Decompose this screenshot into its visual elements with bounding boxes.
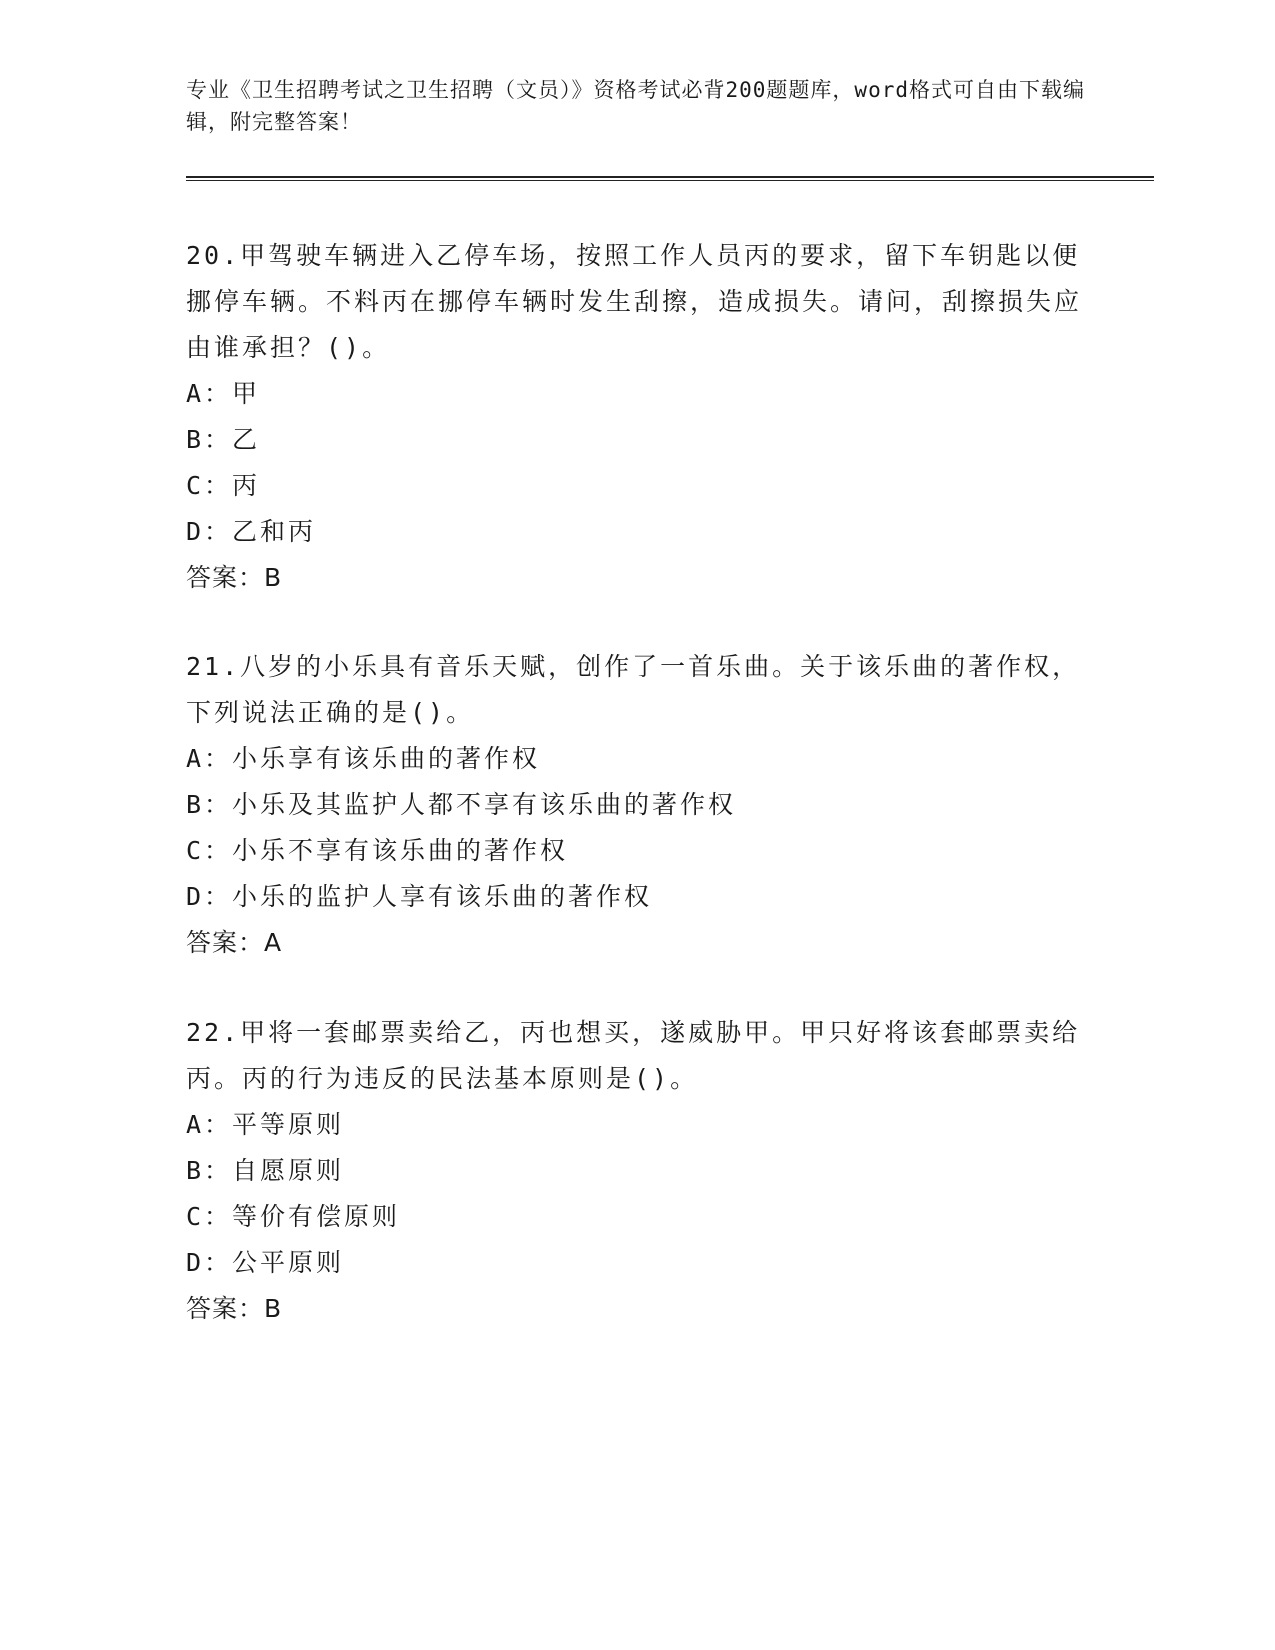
question-block [186, 644, 1086, 966]
question-stem: 22.甲将一套邮票卖给乙，丙也想买，遂威胁甲。甲只好将该套邮票卖给丙。丙的行为违反的民法基本原则是()。 [186, 1018, 1081, 1093]
option-d: D：小乐的监护人享有该乐曲的著作权 [186, 882, 653, 911]
question-block [186, 1010, 1086, 1332]
answer: 答案：B [186, 1294, 283, 1323]
option-a: A：甲 [186, 379, 261, 408]
option-d: D：乙和丙 [186, 517, 317, 546]
option-c: C：丙 [186, 471, 261, 500]
option-b: B：乙 [186, 425, 261, 454]
answer: 答案：B [186, 563, 283, 592]
question-stem: 20.甲驾驶车辆进入乙停车场，按照工作人员丙的要求，留下车钥匙以便挪停车辆。不料丙在挪停车辆时发生刮擦，造成损失。请问，刮擦损失应由谁承担？()。 [186, 241, 1083, 362]
question-stem: 21.八岁的小乐具有音乐天赋，创作了一首乐曲。关于该乐曲的著作权，下列说法正确的是()。 [186, 652, 1081, 727]
question-block [186, 233, 1086, 601]
header-divider [186, 176, 1154, 181]
option-c: C：小乐不享有该乐曲的著作权 [186, 836, 569, 865]
option-b: B：小乐及其监护人都不享有该乐曲的著作权 [186, 790, 737, 819]
option-a: A：平等原则 [186, 1110, 345, 1139]
option-b: B：自愿原则 [186, 1156, 345, 1185]
option-d: D：公平原则 [186, 1248, 345, 1277]
option-c: C：等价有偿原则 [186, 1202, 401, 1231]
answer: 答案：A [186, 928, 283, 957]
option-a: A：小乐享有该乐曲的著作权 [186, 744, 541, 773]
document-header: 专业《卫生招聘考试之卫生招聘（文员）》资格考试必背200题题库，word格式可自由下载编辑，附完整答案！ [186, 78, 1085, 134]
